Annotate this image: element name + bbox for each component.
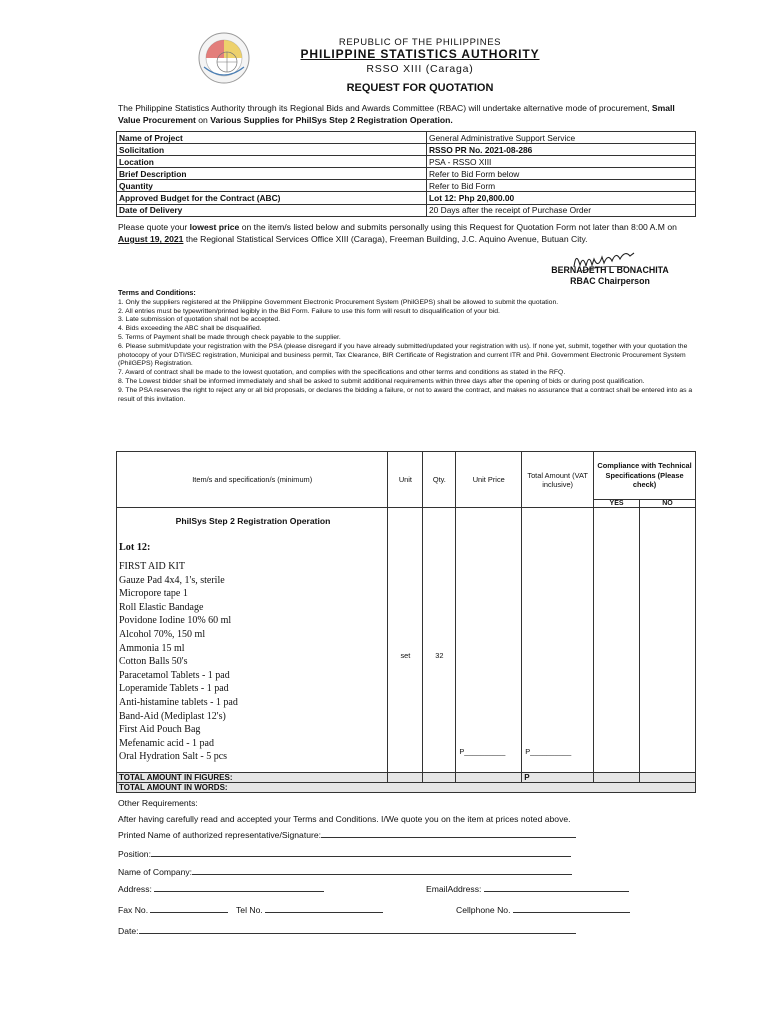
intro-project: Various Supplies for PhilSys Step 2 Registration Operation. — [210, 114, 453, 125]
blank-cell — [388, 772, 423, 782]
address-label: Address: — [118, 884, 152, 894]
list-item: Paracetamol Tablets - 1 pad — [119, 669, 230, 681]
other-requirements-label: Other Requirements: — [118, 798, 198, 808]
quote-lowest-price: lowest price — [189, 222, 240, 232]
info-label: Date of Delivery — [117, 204, 427, 216]
republic-header: REPUBLIC OF THE PHILIPPINES — [338, 37, 502, 48]
info-row — [117, 132, 696, 144]
position-line[interactable] — [151, 848, 571, 857]
tel-label: Tel No. — [236, 905, 263, 915]
col-header-unit: Unit — [388, 452, 423, 508]
list-item: First Aid Pouch Bag — [119, 724, 201, 736]
info-row — [117, 192, 696, 204]
fax-label: Fax No. — [118, 905, 149, 915]
address-line[interactable] — [154, 883, 324, 892]
list-item: Micropore tape 1 — [119, 588, 188, 600]
info-value: RSSO PR No. 2021-08-286 — [427, 144, 696, 156]
info-value: General Administrative Support Service — [427, 132, 696, 144]
info-row — [117, 168, 696, 180]
term-item: 8. The Lowest bidder shall be informed immediately and shall be asked to submit additional requirements within three days after the opening of bids or during post qualification. — [118, 377, 645, 385]
compliance-yes-cell[interactable] — [594, 508, 640, 772]
term-item: 5. Terms of Payment shall be made through check payable to the supplier. — [118, 333, 341, 341]
bid-item-row — [117, 508, 696, 772]
info-row — [117, 144, 696, 156]
total-words-label[interactable]: TOTAL AMOUNT IN WORDS: — [117, 782, 696, 792]
list-item: Mefenamic acid - 1 pad — [119, 737, 214, 749]
term-item: 3. Late submission of quotation shall not be accepted. — [118, 316, 281, 324]
document-title: REQUEST FOR QUOTATION — [346, 82, 494, 94]
printed-name-field[interactable] — [118, 829, 576, 840]
acceptance-statement: After having carefully read and accepted your Terms and Conditions. I/We quote you on the item at prices noted above. — [118, 814, 571, 824]
list-item: Roll Elastic Bandage — [119, 601, 204, 613]
date-line[interactable] — [139, 925, 576, 934]
terms-and-conditions — [118, 289, 696, 404]
signatory-title: RBAC Chairperson — [570, 276, 650, 286]
info-value: Refer to Bid Form — [427, 180, 696, 192]
info-value: 20 Days after the receipt of Purchase Order — [427, 204, 696, 216]
cellphone-label: Cellphone No. — [456, 905, 511, 915]
info-label: Location — [117, 156, 427, 168]
position-label: Position: — [118, 849, 151, 859]
list-item: Oral Hydration Salt - 5 pcs — [119, 751, 228, 763]
total-words-row — [117, 782, 696, 792]
fax-line[interactable] — [150, 904, 228, 913]
company-field[interactable] — [118, 866, 572, 877]
unit-price-blank: P__________ — [459, 746, 506, 756]
list-item: Anti-histamine tablets - 1 pad — [119, 697, 238, 709]
email-field[interactable] — [426, 883, 629, 894]
fax-field[interactable] — [118, 904, 228, 915]
info-value: PSA - RSSO XIII — [427, 156, 696, 168]
cellphone-line[interactable] — [513, 904, 630, 913]
total-amount-blank: P__________ — [525, 746, 572, 756]
qty-value: 32 — [435, 651, 444, 661]
info-label: Quantity — [117, 180, 427, 192]
list-item: Povidone Iodine 10% 60 ml — [119, 615, 232, 627]
info-value: Refer to Bid Form below — [427, 168, 696, 180]
col-header-unit-price: Unit Price — [456, 452, 522, 508]
total-amount-cell[interactable] — [522, 508, 594, 772]
list-item: Gauze Pad 4x4, 1's, sterile — [119, 574, 225, 586]
cellphone-field[interactable] — [456, 904, 630, 915]
qty-cell — [423, 508, 456, 772]
col-header-no: NO — [640, 500, 696, 508]
info-label: Name of Project — [117, 132, 427, 144]
list-item: Ammonia 15 ml — [119, 642, 185, 654]
office-name: RSSO XIII (Caraga) — [366, 63, 474, 75]
term-item: 6. Please submit/update your registration with the PSA (please disregard if you have already submitted/updated your registration with us). If none yet, submit, together with your quotation the photocopy of your DTI/SEC registration, Municipal and business permit, Tax Clearance, BIR Certificate of Registration and current ITR and Phil. Government Electronic Procurement System (PhilGEPS) Registration. — [118, 342, 688, 368]
blank-cell — [594, 772, 640, 782]
email-label: EmailAddress: — [426, 884, 482, 894]
info-label: Brief Description — [117, 168, 427, 180]
item-spec-cell — [117, 508, 388, 772]
list-item: Loperamide Tablets - 1 pad — [119, 683, 229, 695]
term-item: 1. Only the suppliers registered at the Philippine Government Electronic Procurement System (PhilGEPS) shall be allowed to submit the quotation. — [118, 298, 559, 306]
list-item: Cotton Balls 50's — [119, 656, 188, 668]
info-row — [117, 156, 696, 168]
quote-text-2: on the item/s listed below and submits personally using this Request for Quotation Form not later than 8:00 A.M on — [239, 222, 677, 232]
col-header-compliance: Compliance with Technical Specifications (Please check) — [594, 452, 696, 500]
blank-cell — [423, 772, 456, 782]
unit-price-cell[interactable] — [456, 508, 522, 772]
info-label: Approved Budget for the Contract (ABC) — [117, 192, 427, 204]
col-header-item: Item/s and specification/s (minimum) — [117, 452, 388, 508]
signatory-name: BERNADETH L BONACHITA — [551, 265, 669, 275]
quote-instructions — [118, 221, 678, 245]
project-info-table — [116, 131, 696, 217]
tel-line[interactable] — [265, 904, 383, 913]
date-label: Date: — [118, 926, 139, 936]
blank-cell — [456, 772, 522, 782]
printed-name-label: Printed Name of authorized representative/Signature: — [118, 830, 322, 840]
unit-value: set — [400, 651, 411, 661]
email-line[interactable] — [484, 883, 629, 892]
info-label: Solicitation — [117, 144, 427, 156]
unit-cell — [388, 508, 423, 772]
term-item: 7. Award of contract shall be made to the lowest quotation, and complies with the specifications and other terms and conditions as stated in the RFQ. — [118, 369, 566, 377]
company-line[interactable] — [192, 866, 572, 875]
total-figures-label: TOTAL AMOUNT IN FIGURES: — [117, 772, 388, 782]
compliance-no-cell[interactable] — [640, 508, 696, 772]
list-item: Band-Aid (Mediplast 12's) — [119, 710, 226, 722]
address-field[interactable] — [118, 883, 324, 894]
date-field[interactable] — [118, 925, 576, 936]
intro-paragraph — [118, 103, 696, 127]
term-item: 4. Bids exceeding the ABC shall be disqualified. — [118, 325, 262, 333]
deadline-date: August 19, 2021 — [118, 234, 184, 244]
list-item: FIRST AID KIT — [119, 561, 185, 573]
agency-name: PHILIPPINE STATISTICS AUTHORITY — [300, 47, 540, 61]
total-figures-value[interactable]: P — [522, 772, 594, 782]
term-item: 2. All entries must be typewritten/printed legibly in the Bid Form. Failure to use this form will result to disqualification of your bid. — [118, 307, 500, 315]
psa-seal-logo — [197, 31, 251, 85]
tel-field[interactable] — [236, 904, 383, 915]
col-header-yes: YES — [594, 500, 640, 508]
intro-text-2: on — [195, 114, 211, 125]
lot-item-list — [119, 541, 238, 764]
col-header-qty: Qty. — [423, 452, 456, 508]
term-item: 9. The PSA reserves the right to reject any or all bid proposals, or declares the bidding a failure, or not to award the contract, and makes no assurance that a contract shall be entered into as a result of this invitation. — [118, 386, 693, 403]
list-item: Alcohol 70%, 150 ml — [119, 629, 206, 641]
company-label: Name of Company: — [118, 867, 193, 877]
intro-text: The Philippine Statistics Authority through its Regional Bids and Awards Committee (RBAC) will undertake alternative mode of procurement, — [118, 103, 652, 113]
info-row — [117, 204, 696, 216]
bid-header-row — [117, 452, 696, 500]
terms-title: Terms and Conditions: — [118, 288, 196, 297]
info-row — [117, 180, 696, 192]
position-field[interactable] — [118, 848, 571, 859]
info-value: Lot 12: Php 20,800.00 — [427, 192, 696, 204]
blank-cell — [640, 772, 696, 782]
intro-procurement-mode: Small Value Procurement — [118, 103, 675, 125]
lot-label: Lot 12: — [119, 542, 151, 554]
col-header-total: Total Amount (VAT inclusive) — [522, 452, 594, 508]
quote-text-3: the Regional Statistical Services Office XIII (Caraga), Freeman Building, J.C. Aquino Avenue, Butuan City. — [183, 234, 588, 244]
bid-form-table — [116, 451, 696, 793]
total-figures-row — [117, 772, 696, 782]
quote-text: Please quote your — [118, 222, 190, 232]
operation-name: PhilSys Step 2 Registration Operation — [175, 516, 331, 527]
printed-name-line[interactable] — [321, 829, 576, 838]
